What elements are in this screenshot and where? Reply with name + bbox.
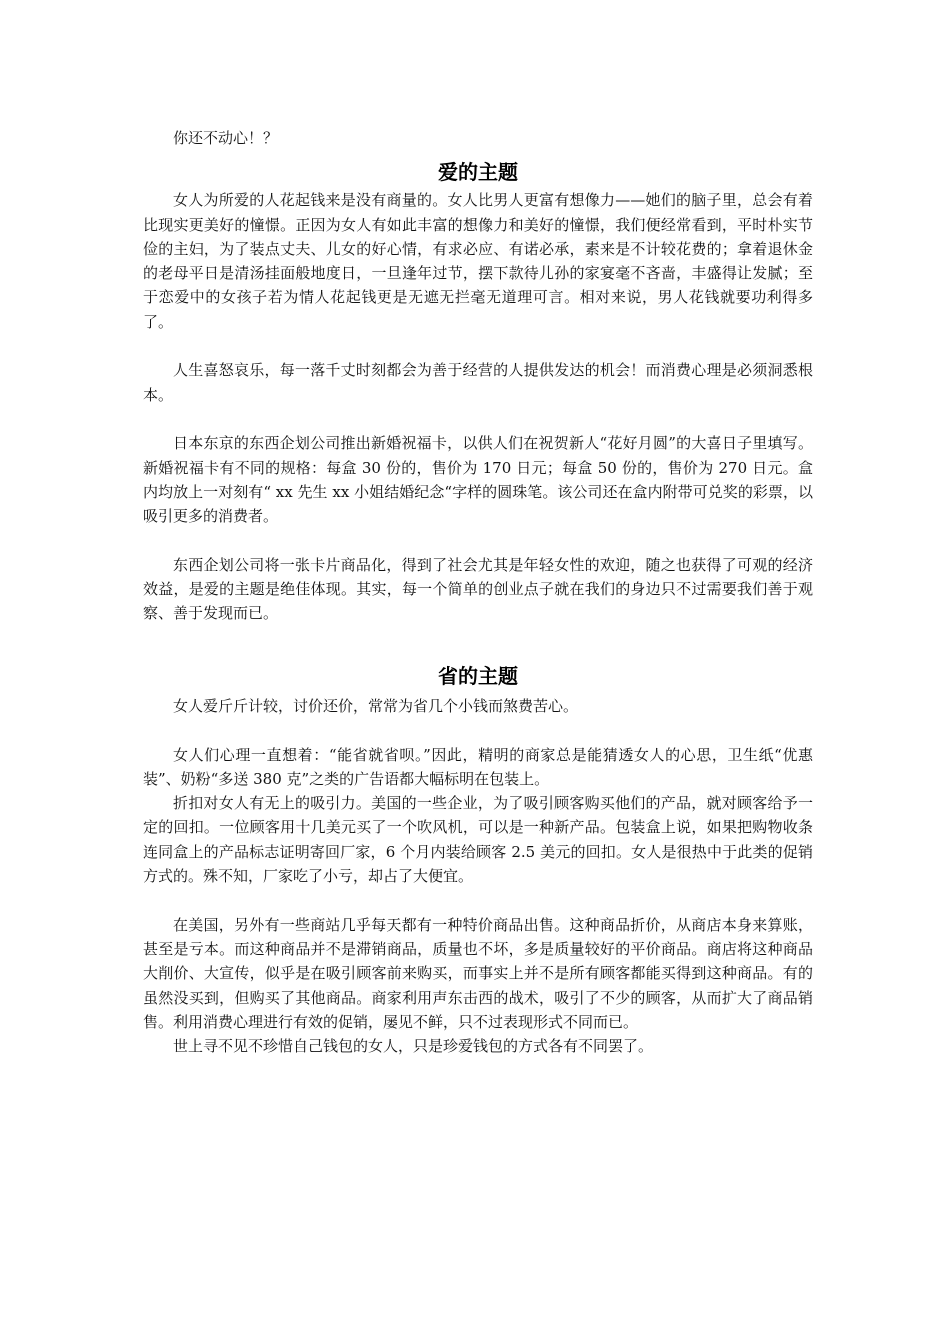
love-paragraph-1: 女人为所爱的人花起钱来是没有商量的。女人比男人更富有想像力——她们的脑子里，总会有着比现实更美好的憧憬。正因为女人有如此丰富的想像力和美好的憧憬，我们便经常看到，平时朴实节俭的主妇，为了装点丈夫、儿女的好心情，有求必应、有诺必承，素来是不计较花费的；拿着退休金的老母平日是清汤挂面般地度日，一旦逢年过节，摆下款待儿孙的家宴毫不吝啬，丰盛得让发腻；至于恋爱中的女孩子若为情人花起钱更是无遮无拦毫无道理可言。相对来说，男人花钱就要功利得多了。 bbox=[143, 191, 813, 331]
paragraph-spacer bbox=[143, 407, 813, 431]
intro-line: 你还不动心！？ bbox=[173, 129, 279, 147]
paragraph-spacer bbox=[143, 528, 813, 552]
save-paragraph-5: 世上寻不见不珍惜自己钱包的女人，只是珍爱钱包的方式各有不同罢了。 bbox=[173, 1037, 654, 1056]
paragraph-spacer bbox=[143, 888, 813, 912]
document-page bbox=[143, 126, 813, 1058]
section-title-save: 省的主题 bbox=[438, 663, 518, 688]
love-paragraph-4: 东西企划公司将一张卡片商品化，得到了社会尤其是年轻女性的欢迎，随之也获得了可观的经济效益，是爱的主题是绝佳体现。其实，每一个简单的创业点子就在我们的身边只不过需要我们善于观察、善于发现而已。 bbox=[143, 555, 813, 623]
paragraph-spacer bbox=[143, 626, 813, 650]
save-paragraph-3: 折扣对女人有无上的吸引力。美国的一些企业，为了吸引顾客购买他们的产品，就对顾客给予一定的回扣。一位顾客用十几美元买了一个吹风机，可以是一种新产品。包装盒上说，如果把购物收条连同盒上的产品标志证明寄回厂家，6 个月内装给顾客 2.5 美元的回扣。女人是很热中于此类的促销方式的。殊不知，厂家吃了小亏，却占了大便宜。 bbox=[143, 794, 813, 886]
paragraph-spacer bbox=[143, 718, 813, 742]
paragraph-spacer bbox=[143, 334, 813, 358]
love-paragraph-3: 日本东京的东西企划公司推出新婚祝福卡，以供人们在祝贺新人“花好月圆”的大喜日子里填写。新婚祝福卡有不同的规格：每盒 30 份的，售价为 170 日元；每盒 50 份的，售价为 270 日元。盒内均放上一对刻有“ xx 先生 xx 小姐结婚纪念“字样的圆珠笔。该公司还在盒内附带可兑奖的彩票，以吸引更多的消费者。 bbox=[143, 434, 813, 526]
save-paragraph-4: 在美国，另外有一些商站几乎每天都有一种特价商品出售。这种商品折价，从商店本身来算账，甚至是亏本。而这种商品并不是滞销商品，质量也不坏，多是质量较好的平价商品。商店将这种商品大削价、大宣传，似乎是在吸引顾客前来购买，而事实上并不是所有顾客都能买得到这种商品。有的虽然没买到，但购买了其他商品。商家利用声东击西的战术，吸引了不少的顾客，从而扩大了商品销售。利用消费心理进行有效的促销，屡见不鲜，只不过表现形式不同而已。 bbox=[143, 915, 813, 1031]
love-paragraph-2: 人生喜怒哀乐，每一落千丈时刻都会为善于经营的人提供发达的机会！而消费心理是必须洞悉根本。 bbox=[143, 361, 813, 404]
save-paragraph-1: 女人爱斤斤计较，讨价还价，常常为省几个小钱而煞费苦心。 bbox=[173, 696, 579, 715]
save-paragraph-2: 女人们心理一直想着：“能省就省呗。”因此，精明的商家总是能猜透女人的心思，卫生纸“优惠装”、奶粉“多送 380 克”之类的广告语都大幅标明在包装上。 bbox=[143, 745, 813, 788]
section-title-love: 爱的主题 bbox=[438, 160, 518, 185]
